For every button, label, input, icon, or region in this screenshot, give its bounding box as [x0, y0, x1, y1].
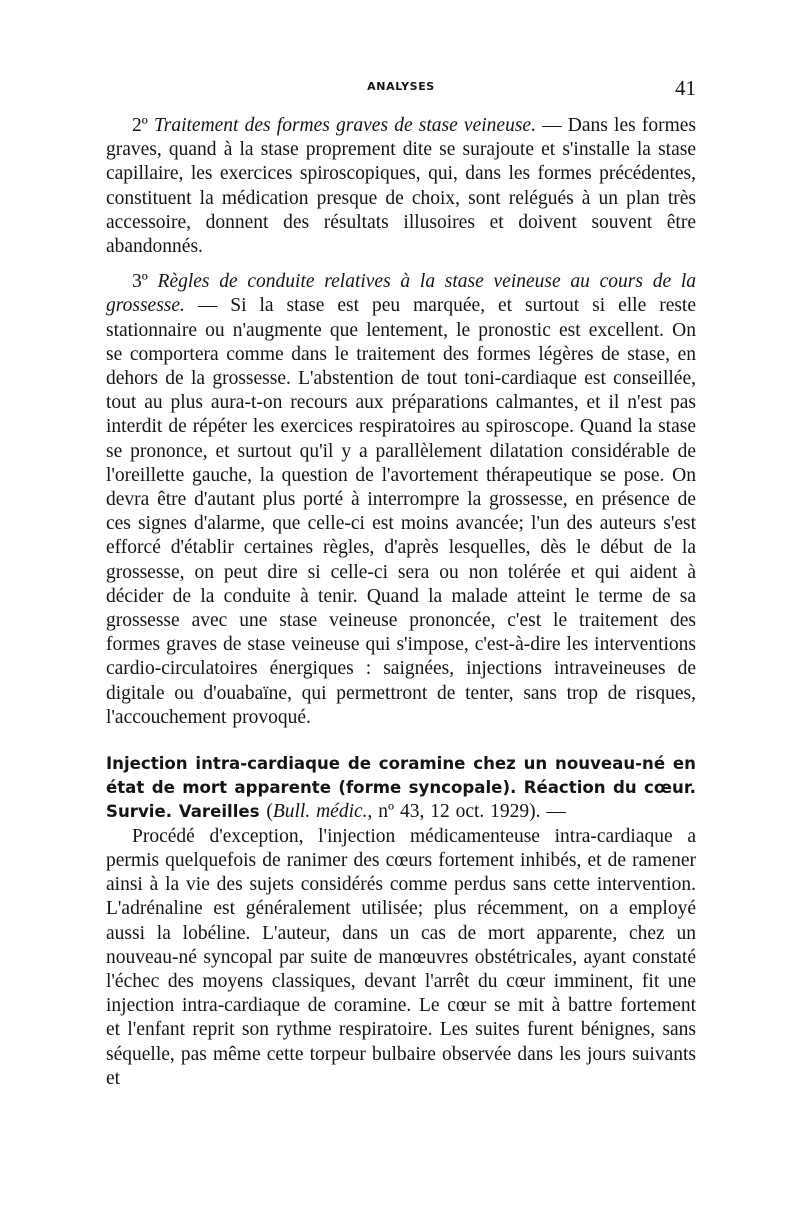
- paragraph-section-3: [106, 270, 696, 730]
- running-title: ANALYSES: [367, 80, 435, 93]
- section-3-heading: Règles de conduite relatives à la stase veineuse au cours de la grossesse.: [106, 271, 696, 317]
- article-title: Injection intra-cardiaque de coramine chez un nouveau-né en état de mort apparente (forme syncopale). Réaction du cœur. Survie.: [106, 754, 696, 822]
- page-number: 41: [675, 76, 696, 100]
- page: [106, 76, 696, 1091]
- article-heading: [106, 752, 696, 825]
- citation-open: (: [266, 801, 273, 823]
- section-2-heading: Traitement des formes graves de stase veineuse.: [153, 115, 536, 136]
- article-body: Procédé d'exception, l'injection médicamenteuse intra-cardiaque a permis quelquefois de ranimer des cœurs fortement inhibés, et de ramener ainsi à la vie des sujets considérés comme perdus sans cette intervention. L'adrénaline est généralement utilisée; plus récemment, on a employé aussi la lobéline. L'auteur, dans un cas de mort apparente, chez un nouveau-né syncopal par suite de manœuvres obstétricales, ayant constaté l'échec des moyens classiques, devant l'arrêt du cœur imminent, fit une injection intra-cardiaque de coramine. Le cœur se mit à battre fortement et l'enfant reprit son rythme respiratoire. Les suites furent bénignes, sans séquelle, pas même cette torpeur bulbaire observée dans les jours suivants et: [106, 825, 696, 1089]
- paragraph-section-2: [106, 114, 696, 259]
- section-2-body: — Dans les formes graves, quand à la stase proprement dite se surajoute et s'installe la stase capillaire, les exercices spiroscopiques, qui, dans les formes précédentes, constituent la médication presque de choix, sont relégués à un plan très accessoire, donnent des résultats illusoires et doivent souvent être abandonnés.: [106, 115, 697, 258]
- section-3-body: — Si la stase est peu marquée, et surtout si elle reste stationnaire ou n'augmente que lentement, le pronostic est excellent. On se comportera comme dans le traitement des formes légères de stase, en dehors de la grossesse. L'abstention de tout toni-cardiaque est conseillée, tout au plus aura-t-on recours aux préparations calmantes, et il n'est pas interdit de répéter les exercices respiratoires au spiroscope. Quand la stase se prononce, et surtout qu'il y a parallèlement dilatation considérable de l'oreillette gauche, la question de l'avortement thérapeutique se pose. On devra être d'autant plus porté à interrompre la grossesse, en présence de ces signes d'alarme, que celle-ci est moins avancée; l'un des auteurs s'est efforcé d'établir certaines règles, d'après lesquelles, dès le début de la grossesse, on peut dire si celle-ci sera ou non tolérée et qui aident à décider de la conduite à tenir. Quand la malade atteint le terme de sa grossesse avec une stase veineuse prononcée, c'est le traitement des formes graves de stase veineuse qui s'impose, c'est-à-dire les interventions cardio-circulatoires énergiques : saignées, injections intraveineuses de digitale ou d'ouabaïne, qui permettront de tenter, sans trop de risques, l'accouchement provoqué.: [106, 295, 697, 728]
- article-citation: , nº 43, 12 oct. 1929). —: [367, 801, 566, 823]
- section-3-number: 3º: [132, 271, 148, 293]
- article-journal: Bull. médic.: [272, 801, 368, 823]
- running-header: [106, 76, 696, 102]
- section-2-number: 2º: [132, 115, 148, 136]
- article-author: Vareilles: [178, 802, 260, 822]
